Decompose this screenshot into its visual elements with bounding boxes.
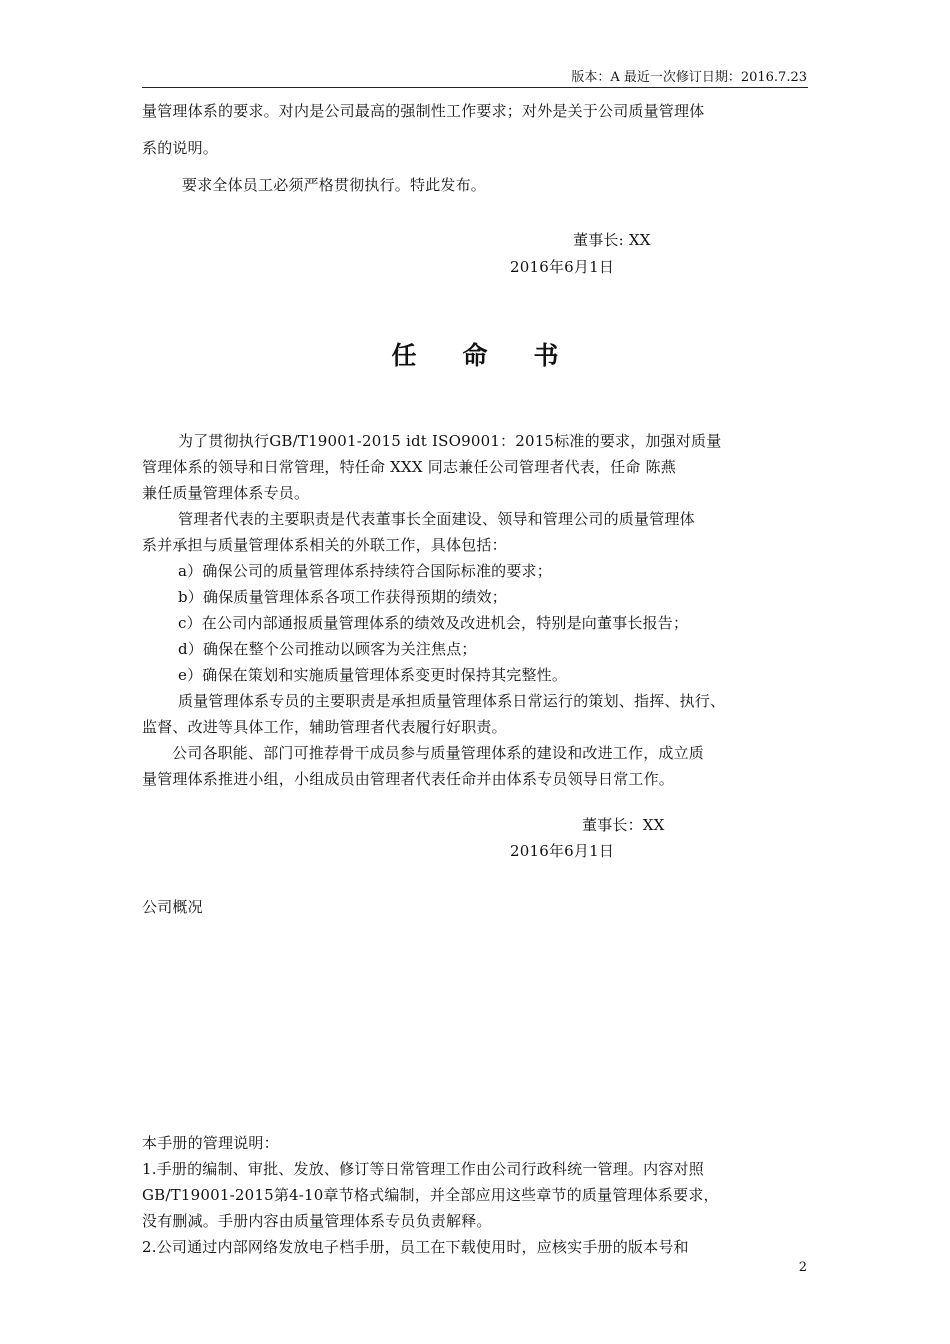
appointment-item-d: d）确保在整个公司推动以顾客为关注焦点； — [178, 640, 477, 658]
appointment-line-1: 为了贯彻执行GB/T19001-2015 idt ISO9001：2015标准的要求，加强对质量 — [178, 432, 722, 450]
appointment-item-c: c）在公司内部通报质量管理体系的绩效及改进机会，特别是向董事长报告； — [178, 614, 689, 632]
manual-notes-line-3: 没有删减。手册内容由质量管理体系专员负责解释。 — [142, 1212, 492, 1230]
appointment-line-14: 量管理体系推进小组，小组成员由管理者代表任命并由体系专员领导日常工作。 — [142, 770, 675, 788]
appointment-title: 任命书 — [391, 341, 605, 370]
appointment-line-4: 管理者代表的主要职责是代表董事长全面建设、领导和管理公司的质量管理体 — [178, 510, 695, 528]
appointment-line-5: 系并承担与质量管理体系相关的外联工作，具体包括： — [142, 536, 507, 554]
appointment-item-b: b）确保质量管理体系各项工作获得预期的绩效； — [178, 588, 508, 606]
manual-notes-line-4: 2.公司通过内部网络发放电子档手册，员工在下载使用时，应核实手册的版本号和 — [142, 1238, 689, 1256]
preamble-line-2: 系的说明。 — [142, 139, 219, 157]
preamble-signature: 董事长: XX — [573, 231, 651, 249]
appointment-line-12: 监督、改进等具体工作，辅助管理者代表履行好职责。 — [142, 718, 507, 736]
header-rule — [142, 87, 808, 88]
appointment-line-11: 质量管理体系专员的主要职责是承担质量管理体系日常运行的策划、指挥、执行、 — [178, 692, 726, 710]
appointment-line-3: 兼任质量管理体系专员。 — [142, 484, 310, 502]
manual-notes-heading: 本手册的管理说明： — [142, 1134, 279, 1152]
appointment-line-13: 公司各职能、部门可推荐骨干成员参与质量管理体系的建设和改进工作，成立质 — [172, 744, 705, 762]
company-overview-heading: 公司概况 — [142, 898, 203, 916]
header-version-info: 版本：A 最近一次修订日期：2016.7.23 — [571, 70, 807, 85]
preamble-line-1: 量管理体系的要求。对内是公司最高的强制性工作要求；对外是关于公司质量管理体 — [142, 102, 705, 120]
appointment-date: 2016年6月1日 — [510, 842, 615, 860]
appointment-line-2: 管理体系的领导和日常管理，特任命 XXX 同志兼任公司管理者代表，任命 陈燕 — [142, 458, 676, 476]
page-number: 2 — [798, 1260, 807, 1275]
preamble-date: 2016年6月1日 — [510, 258, 615, 276]
appointment-signature: 董事长：XX — [582, 816, 665, 834]
preamble-line-3: 要求全体员工必须严格贯彻执行。特此发布。 — [182, 176, 487, 194]
appointment-item-a: a）确保公司的质量管理体系持续符合国际标准的要求； — [178, 562, 552, 580]
manual-notes-line-1: 1.手册的编制、审批、发放、修订等日常管理工作由公司行政科统一管理。内容对照 — [142, 1160, 704, 1178]
manual-notes-line-2: GB/T19001-2015第4-10章节格式编制，并全部应用这些章节的质量管理体系要求， — [142, 1186, 719, 1204]
appointment-item-e: e）确保在策划和实施质量管理体系变更时保持其完整性。 — [178, 666, 568, 684]
